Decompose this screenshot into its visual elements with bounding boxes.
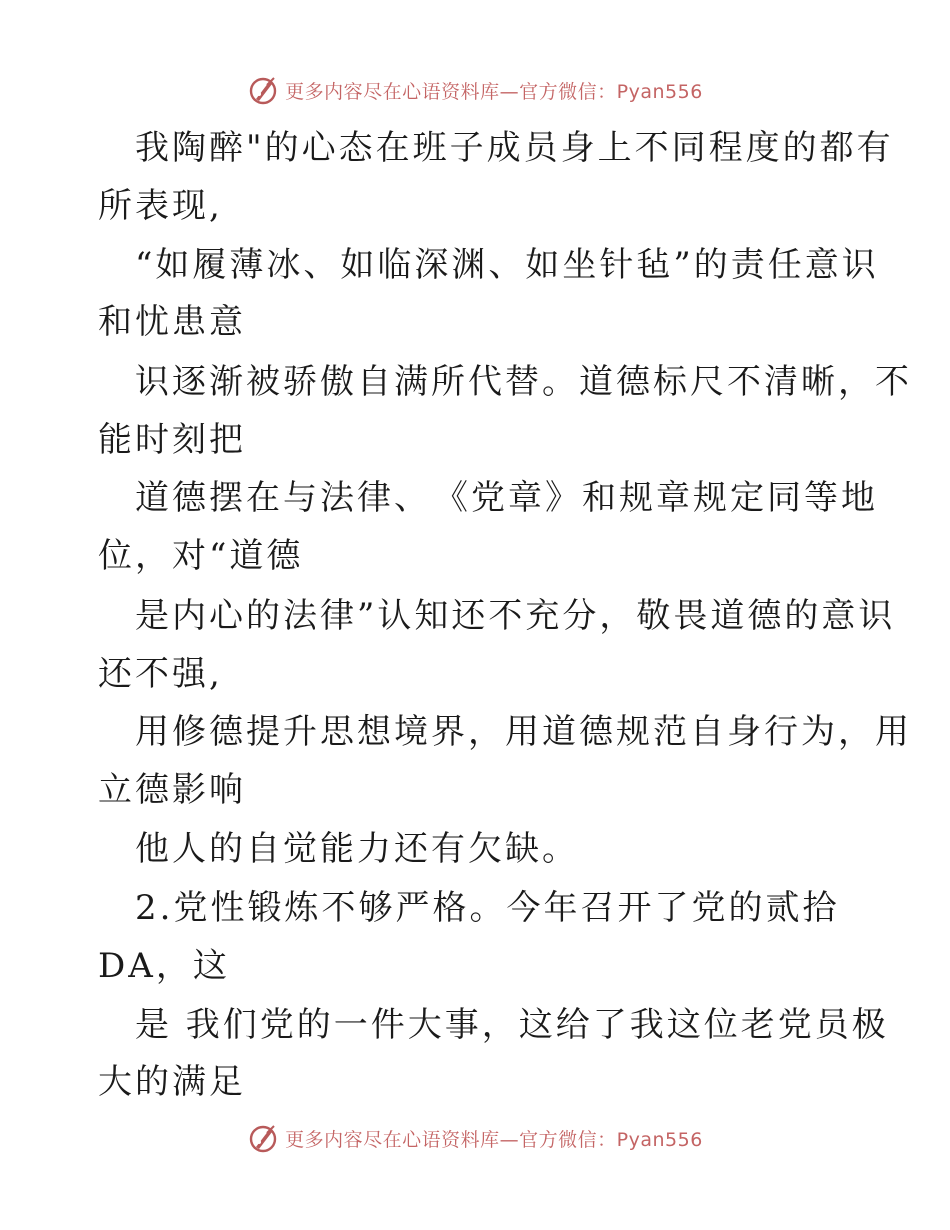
text-line: 是内心的法律”认知还不充分，敬畏道德的意识 bbox=[98, 596, 896, 636]
watermark-account: Pyan556 bbox=[616, 1128, 703, 1151]
text-line: 还不强, bbox=[98, 654, 223, 694]
watermark-account: Pyan556 bbox=[616, 80, 703, 103]
text-line: 他人的自觉能力还有欠缺。 bbox=[98, 829, 579, 869]
text-line: 我陶醉"的心态在班子成员身上不同程度的都有 bbox=[98, 128, 894, 168]
watermark-text bbox=[285, 1125, 703, 1152]
text-line: 所表现, bbox=[98, 186, 223, 226]
text-line: 立德影响 bbox=[98, 770, 246, 810]
text-line: “如履薄冰、如临深渊、如坐针毡”的责任意识 bbox=[98, 245, 879, 285]
text-line: 大的满足 bbox=[98, 1062, 246, 1102]
text-line: 用修德提升思想境界，用道德规范自身行为，用 bbox=[98, 712, 912, 752]
text-line: 2.党性锻炼不够严格。今年召开了党的贰拾 bbox=[98, 888, 840, 928]
text-line: 识逐渐被骄傲自满所代替。道德标尺不清晰，不 bbox=[98, 362, 912, 402]
text-line: 和忧患意 bbox=[98, 302, 246, 342]
watermark-site-text: 更多内容尽在心语资料库—官方微信： bbox=[285, 1128, 617, 1151]
text-line: 是 我们党的一件大事，这给了我这位老党员极 bbox=[98, 1005, 889, 1045]
text-line: DA，这 bbox=[98, 946, 230, 986]
watermark-site-text: 更多内容尽在心语资料库—官方微信： bbox=[285, 80, 617, 103]
footer-watermark bbox=[0, 1118, 950, 1158]
text-line: 位，对“道德 bbox=[98, 536, 304, 576]
text-line: 道德摆在与法律、 《党章》和规章规定同等地 bbox=[98, 478, 878, 518]
quill-seal-icon bbox=[247, 1122, 279, 1154]
text-line: 能时刻把 bbox=[98, 420, 246, 460]
